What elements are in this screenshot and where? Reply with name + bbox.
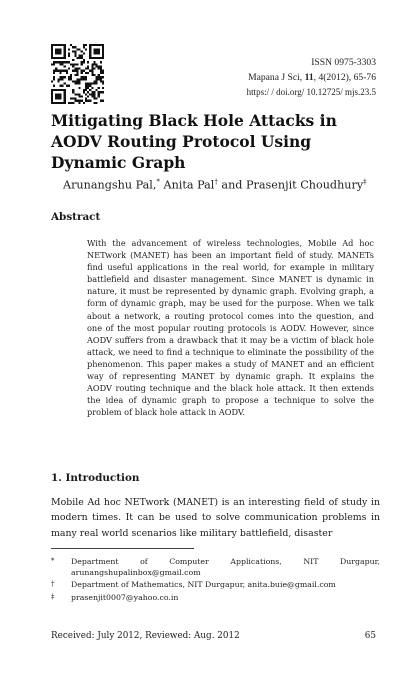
- footnote-text: Department of Computer Applications, NIT Durgapur, arunangshupalinbox@gmail.com: [71, 557, 380, 578]
- abstract-text: With the advancement of wireless technologies, Mobile Ad hoc NETwork (MANET) has been an important field of study. MANETs find useful applications in the real world, for example in military battlefield and disaster management. Since MANET is dynamic in nature, it must be represented by dynamic graph. Evolving graph, a form of dynamic graph, may be used for the purpose. When we talk about a network, a routing protocol comes into the question, and one of the most popular routing protocols is AODV. However, since AODV suffers from a drawback that it may be a victim of black hole attack, we need to find a technique to eliminate the possibility of the phenomenon. This paper makes a study of MANET and an efficient way of representing MANET by dynamic graph. It explains the AODV routing technique and the black hole attack. It then extends the idea of dynamic graph to propose a technique to solve the problem of black hole attack in AODV.: [87, 238, 374, 418]
- author-list: [63, 178, 367, 192]
- introduction-text: Mobile Ad hoc NETwork (MANET) is an interesting field of study in modern times. It can be used to solve communication problems in many real world scenarios like military battlefield, disaster: [51, 497, 380, 539]
- footnote-mark: ‡: [51, 592, 55, 601]
- citation: Mapana J Sci, 11, 4(2012), 65-76: [248, 72, 376, 83]
- doi-link[interactable]: https:/ / doi.org/ 10.12725/ mjs.23.5: [246, 87, 376, 97]
- author-mark: †: [214, 178, 218, 186]
- qr-code-icon: [51, 44, 104, 104]
- author-name: and Prasenjit Choudhury: [221, 178, 364, 192]
- footnote-mark: *: [51, 557, 55, 565]
- section-heading: 1. Introduction: [51, 472, 140, 484]
- footnote-text: prasenjit0007@yahoo.co.in: [71, 592, 179, 602]
- footnotes: [51, 556, 380, 604]
- author-mark: ‡: [363, 178, 367, 186]
- author-name: Arunangshu Pal,: [63, 178, 157, 192]
- journal-meta: [247, 55, 376, 100]
- footnote: [51, 592, 380, 603]
- page-number: 65: [364, 631, 376, 641]
- footnote: [51, 556, 380, 578]
- abstract-heading: Abstract: [51, 211, 101, 223]
- author-name: Anita Pal: [163, 178, 215, 192]
- paper-title: Mitigating Black Hole Attacks in AODV Routing Protocol Using Dynamic Graph: [51, 111, 337, 172]
- received-date: Received: July 2012, Reviewed: Aug. 2012: [51, 631, 240, 641]
- footnote-divider: [51, 548, 194, 549]
- issn: ISSN 0975-3303: [311, 57, 376, 68]
- page-footer: [51, 631, 376, 641]
- footnote-text: Department of Mathematics, NIT Durgapur, anita.buie@gmail.com: [71, 580, 336, 590]
- author-mark: *: [156, 178, 160, 186]
- footnote: [51, 579, 380, 590]
- footnote-mark: †: [51, 580, 55, 589]
